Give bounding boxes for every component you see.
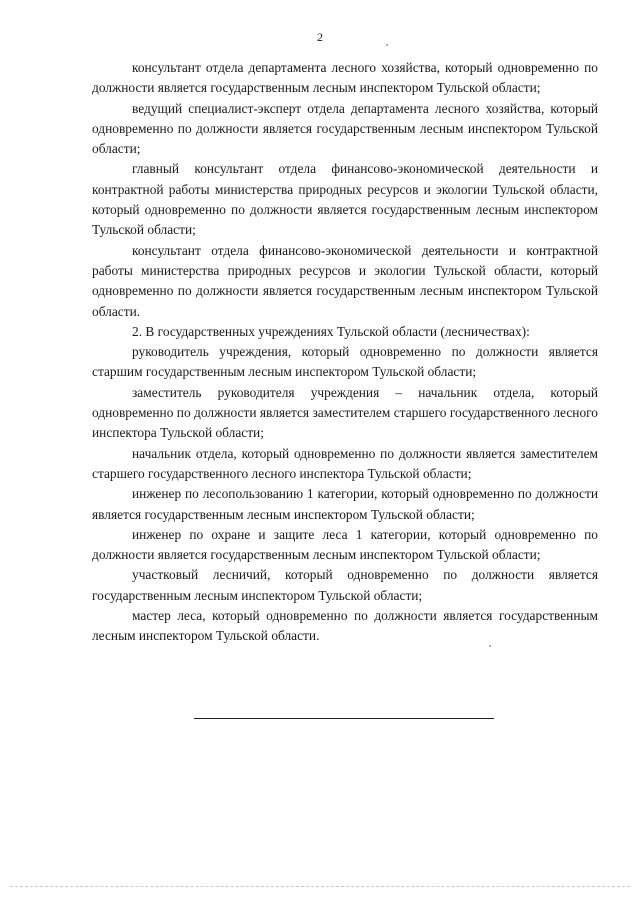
document-body [92, 58, 598, 647]
list-item: инженер по охране и защите леса 1 категории, который одновременно по должности является государственным лесным инспектором Тульской области; [92, 526, 598, 563]
scan-edge [10, 886, 630, 887]
scan-artifact [489, 645, 491, 647]
list-item: консультант отдела финансово-экономической деятельности и контрактной работы министерства природных ресурсов и экологии Тульской области, который одновременно по должности является государственным лесным инспектором Тульской области. [92, 242, 598, 319]
scan-artifact [386, 44, 388, 46]
list-item: главный консультант отдела финансово-экономической деятельности и контрактной работы министерства природных ресурсов и экологии Тульской области, который одновременно по должности является государственным лесным инспектором Тульской области; [92, 161, 598, 238]
list-item: участковый лесничий, который одновременно по должности является государственным лесным инспектором Тульской области; [92, 567, 598, 603]
list-item: начальник отдела, который одновременно по должности является заместителем старшего государственного лесного инспектора Тульской области; [92, 445, 598, 481]
section-heading: 2. В государственных учреждениях Тульской области (лесничествах): [132, 323, 530, 339]
list-item: мастер леса, который одновременно по должности является государственным лесным инспектором Тульской области. [92, 608, 598, 644]
closing-divider [194, 718, 494, 719]
list-item: инженер по лесопользованию 1 категории, который одновременно по должности является государственным лесным инспектором Тульской области; [92, 486, 598, 522]
list-item: заместитель руководителя учреждения – начальник отдела, который одновременно по должности является заместителем старшего государственного лесного инспектора Тульской области; [92, 384, 598, 441]
list-item: консультант отдела департамента лесного хозяйства, который одновременно по должности является государственным лесным инспектором Тульской области; [92, 60, 598, 96]
page-number: 2 [317, 30, 323, 44]
list-item: руководитель учреждения, который одновременно по должности является старшим государственным лесным инспектором Тульской области; [92, 344, 598, 380]
list-item: ведущий специалист-эксперт отдела департамента лесного хозяйства, который одновременно по должности является государственным лесным инспектором Тульской области; [92, 100, 598, 157]
